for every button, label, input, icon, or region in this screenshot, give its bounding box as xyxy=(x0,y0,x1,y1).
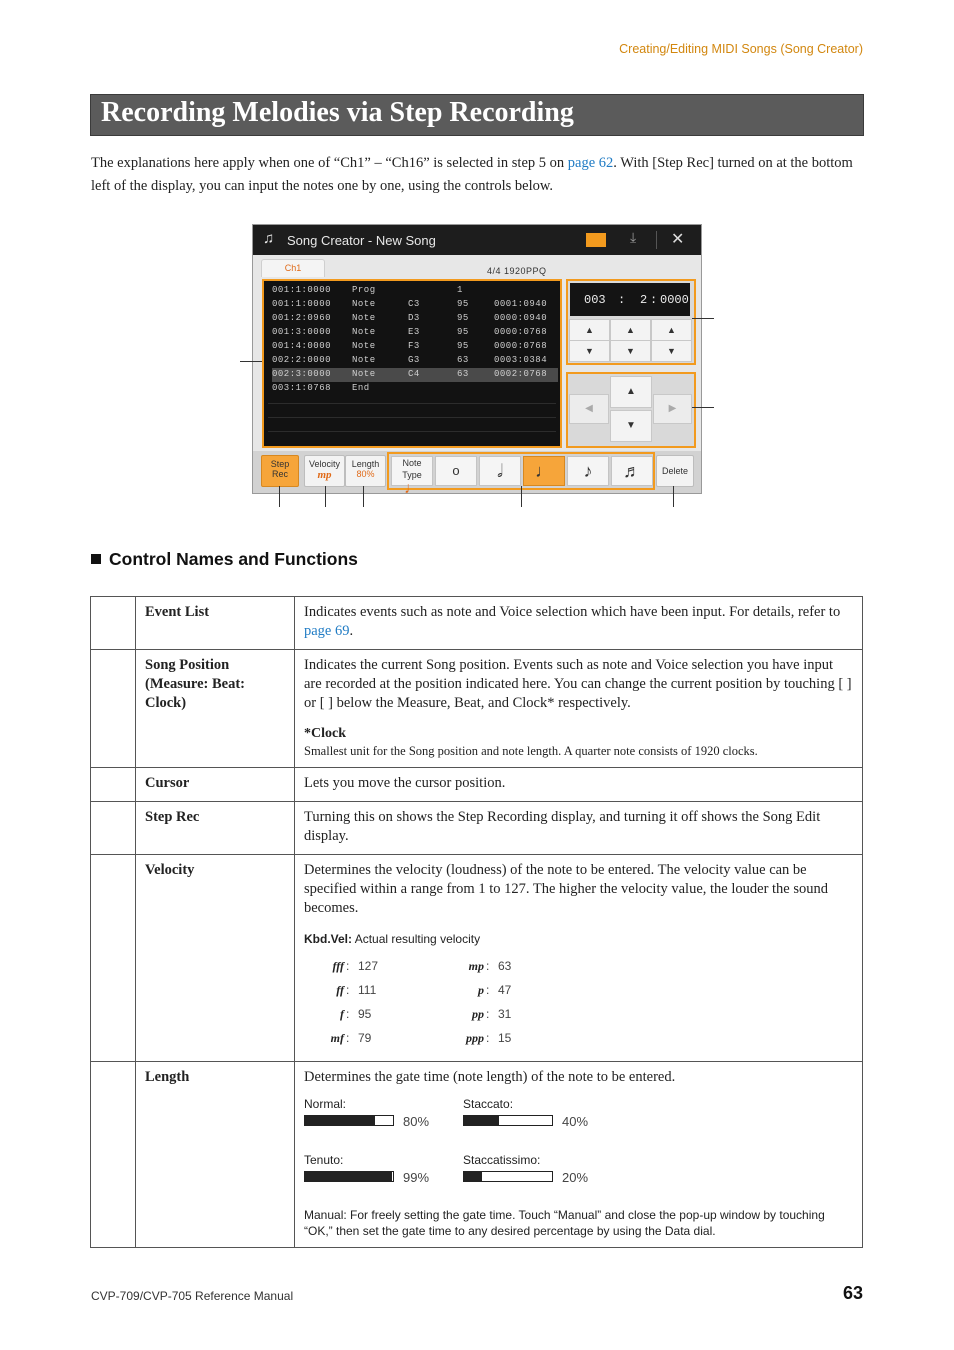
section-heading-text: Control Names and Functions xyxy=(109,549,358,569)
row-number-cell xyxy=(91,650,136,768)
length-bar xyxy=(463,1171,553,1182)
velocity-value: 127 xyxy=(358,959,379,973)
event-cell-v1: E3 xyxy=(408,327,420,337)
length-bar xyxy=(304,1171,394,1182)
song-position-panel xyxy=(566,279,696,365)
velocity-value: mp xyxy=(317,469,332,481)
song-position-display xyxy=(570,283,690,316)
event-cell-type: Note xyxy=(352,327,376,337)
velocity-row xyxy=(304,1005,853,1029)
table-row xyxy=(91,768,863,802)
event-cell-type: Note xyxy=(352,299,376,309)
control-name: Velocity xyxy=(136,855,295,1062)
event-cell-v1: C4 xyxy=(408,369,420,379)
event-cell-len: 0000:0768 xyxy=(494,327,548,337)
velocity-row xyxy=(304,957,853,981)
control-name: Length xyxy=(136,1062,295,1248)
row-number-cell xyxy=(91,802,136,855)
beat-up-button[interactable]: ▲ xyxy=(610,319,651,341)
event-cell-type: Note xyxy=(352,369,376,379)
cursor-right-button[interactable]: ▶ xyxy=(653,394,692,424)
dynamic-symbol: fff xyxy=(332,959,344,973)
empty-row-divider xyxy=(268,403,556,404)
event-cell-type: End xyxy=(352,383,370,393)
event-row[interactable] xyxy=(272,382,558,396)
colon: : xyxy=(486,1007,490,1021)
callout-line-note-type xyxy=(521,486,522,507)
control-name: Event List xyxy=(136,597,295,650)
table-row xyxy=(91,597,863,650)
list-icon[interactable] xyxy=(586,233,606,247)
length-bar-fill xyxy=(305,1116,375,1125)
event-cell-pos: 002:3:0000 xyxy=(272,369,332,379)
length-bar xyxy=(463,1115,553,1126)
dynamic-symbol: ppp xyxy=(466,1031,484,1045)
event-cell-v2: 63 xyxy=(457,355,469,365)
event-row[interactable] xyxy=(272,354,558,368)
control-desc xyxy=(295,1062,863,1248)
event-cell-len: 0003:0384 xyxy=(494,355,548,365)
step-rec-button[interactable] xyxy=(261,455,299,487)
note-type-button[interactable] xyxy=(391,456,433,494)
length-bar-fill xyxy=(464,1172,482,1181)
velocity-row xyxy=(304,981,853,1005)
running-header: Creating/Editing MIDI Songs (Song Creator) xyxy=(619,42,863,56)
velocity-label: Velocity xyxy=(308,459,341,469)
event-row[interactable] xyxy=(272,368,558,382)
page-link-62[interactable]: page 62 xyxy=(567,155,614,171)
colon: : xyxy=(486,983,490,997)
length-preset-label: Staccato: xyxy=(463,1097,514,1111)
event-cell-len: 0001:0940 xyxy=(494,299,548,309)
table-row xyxy=(91,1062,863,1248)
song-creator-icon: ♫ xyxy=(263,230,275,247)
event-cell-v2: 95 xyxy=(457,313,469,323)
colon: : xyxy=(486,959,490,973)
title-divider xyxy=(656,231,657,249)
event-cell-pos: 003:1:0768 xyxy=(272,383,332,393)
length-percent: 99% xyxy=(403,1170,430,1185)
cursor-panel xyxy=(566,372,696,448)
clock-down-button[interactable]: ▼ xyxy=(651,340,692,362)
event-cell-type: Note xyxy=(352,355,376,365)
event-cell-len: 0000:0768 xyxy=(494,341,548,351)
event-cell-pos: 001:1:0000 xyxy=(272,285,332,295)
control-name: Step Rec xyxy=(136,802,295,855)
event-row[interactable] xyxy=(272,298,558,312)
event-cell-v2: 95 xyxy=(457,299,469,309)
channel-tab[interactable]: Ch1 xyxy=(261,259,325,277)
square-bullet-icon xyxy=(91,554,101,564)
velocity-value: 47 xyxy=(498,983,512,997)
clock-note: Smallest unit for the Song position and note length. A quarter note consists of 1920 clocks. xyxy=(304,744,758,758)
length-percent: 20% xyxy=(562,1170,589,1185)
length-preset-label: Normal: xyxy=(304,1097,347,1111)
control-name: Song Position (Measure: Beat: Clock) xyxy=(136,650,295,768)
length-percent: 40% xyxy=(562,1114,589,1129)
table-row xyxy=(91,855,863,1062)
dynamic-symbol: mf xyxy=(330,1031,344,1045)
callout-line-position xyxy=(692,318,714,319)
control-desc xyxy=(295,855,863,1062)
length-bar-fill xyxy=(305,1172,392,1181)
event-cell-v2: 1 xyxy=(457,285,463,295)
event-cell-v2: 63 xyxy=(457,369,469,379)
row-number-cell xyxy=(91,597,136,650)
control-desc: Turning this on shows the Step Recording display, and turning it off shows the Song Edit display. xyxy=(295,802,863,855)
beat-down-button[interactable]: ▼ xyxy=(610,340,651,362)
song-creator-screen xyxy=(252,224,702,494)
event-cell-pos: 001:4:0000 xyxy=(272,341,332,351)
event-row[interactable] xyxy=(272,340,558,354)
empty-row-divider xyxy=(268,417,556,418)
intro-text-1: The explanations here apply when one of “Ch1” – “Ch16” is selected in step 5 on xyxy=(91,155,568,171)
length-bar xyxy=(304,1115,394,1126)
event-cell-pos: 001:2:0960 xyxy=(272,313,332,323)
event-cell-len: 0000:0940 xyxy=(494,313,548,323)
event-row[interactable] xyxy=(272,326,558,340)
empty-row-divider xyxy=(268,431,556,432)
velocity-table xyxy=(304,957,853,1053)
measure-down-button[interactable]: ▼ xyxy=(569,340,610,362)
event-list-desc-end: . xyxy=(349,623,354,639)
callout-line-delete xyxy=(673,486,674,507)
intro-paragraph xyxy=(91,152,861,198)
event-cell-v1: D3 xyxy=(408,313,420,323)
row-number-cell xyxy=(91,855,136,1062)
event-cell-pos: 002:2:0000 xyxy=(272,355,332,365)
callout-line-step-rec xyxy=(279,486,280,507)
event-cell-type: Note xyxy=(352,313,376,323)
velocity-value: 63 xyxy=(498,959,512,973)
event-cell-pos: 001:3:0000 xyxy=(272,327,332,337)
table-row xyxy=(91,650,863,768)
step-rec-label-1: Step xyxy=(270,459,290,469)
row-number-cell xyxy=(91,768,136,802)
close-icon[interactable]: ✕ xyxy=(671,231,685,248)
cursor-down-button[interactable]: ▼ xyxy=(610,410,652,442)
quarter-note-icon[interactable]: ♩ xyxy=(523,456,565,486)
table-row xyxy=(91,802,863,855)
note-type-label: Note Type xyxy=(402,458,422,480)
dynamic-symbol: mp xyxy=(468,959,484,973)
page-link-69[interactable]: page 69 xyxy=(304,623,350,639)
event-cell-len: 0002:0768 xyxy=(494,369,548,379)
callout-line-event-list xyxy=(240,361,262,362)
half-note-icon[interactable]: 𝅗𝅥 xyxy=(479,456,521,486)
control-name: Cursor xyxy=(136,768,295,802)
length-preset-label: Staccatissimo: xyxy=(463,1153,541,1167)
time-signature-ppq: 4/4 1920PPQ xyxy=(487,266,547,276)
event-list[interactable] xyxy=(262,279,562,448)
velocity-value: 111 xyxy=(358,983,377,997)
length-manual-note: Manual: For freely setting the gate time. Touch “Manual” and close the pop-up window by touching “OK,” then set the gate time to any desired percentage by using the Data dial. xyxy=(304,1208,825,1238)
control-desc: Lets you move the cursor position. xyxy=(295,768,863,802)
event-cell-v1: F3 xyxy=(408,341,420,351)
dynamic-symbol: f xyxy=(340,1007,344,1021)
intro-text-2: . With [Step Rec] turned on at the bottom left of the display, you can input the notes one by one, using the controls below. xyxy=(91,155,853,194)
title-bar xyxy=(90,94,864,136)
event-cell-v2: 95 xyxy=(457,327,469,337)
cursor-left-button[interactable]: ◀ xyxy=(569,394,609,424)
callout-line-length xyxy=(363,486,364,507)
measure-up-button[interactable]: ▲ xyxy=(569,319,610,341)
velocity-button[interactable] xyxy=(304,455,345,487)
dynamic-symbol: ff xyxy=(336,983,344,997)
measure-value: 003 xyxy=(584,293,606,307)
colon: : xyxy=(346,1031,350,1045)
velocity-row xyxy=(304,1029,853,1053)
colon: : xyxy=(346,1007,350,1021)
clock-value: 0000 xyxy=(660,293,689,307)
length-value: 80% xyxy=(356,469,375,479)
note-type-group xyxy=(387,452,655,494)
velocity-desc: Determines the velocity (loudness) of the note to be entered. The velocity value can be specified within a range from 1 to 127. The higher the velocity value, the louder the sound becomes. xyxy=(304,862,829,916)
event-cell-v1: G3 xyxy=(408,355,420,365)
dynamic-symbol: p xyxy=(478,983,484,997)
colon: : xyxy=(346,983,350,997)
length-percent: 80% xyxy=(403,1114,430,1129)
event-cell-type: Note xyxy=(352,341,376,351)
event-row[interactable] xyxy=(272,284,558,298)
event-cell-pos: 001:1:0000 xyxy=(272,299,332,309)
clock-up-button[interactable]: ▲ xyxy=(651,319,692,341)
dynamic-symbol: pp xyxy=(472,1007,484,1021)
screen-title-bar xyxy=(253,225,701,255)
screen-window-title: Song Creator - New Song xyxy=(287,233,436,248)
dotted-note-icon: ♩ xyxy=(404,480,420,494)
step-rec-toolbar xyxy=(253,451,701,493)
cursor-up-button[interactable]: ▲ xyxy=(610,376,652,408)
measure-separator: : xyxy=(618,293,626,307)
row-number-cell xyxy=(91,1062,136,1248)
colon: : xyxy=(486,1031,490,1045)
beat-separator: : xyxy=(650,293,658,307)
length-preset-label: Tenuto: xyxy=(304,1153,344,1167)
length-presets xyxy=(304,1095,853,1207)
eighth-note-icon[interactable]: ♪ xyxy=(567,456,609,486)
control-desc xyxy=(295,597,863,650)
kbd-vel-line xyxy=(304,930,853,949)
event-row[interactable] xyxy=(272,312,558,326)
kbd-vel-label: Kbd.Vel: xyxy=(304,932,353,946)
length-label: Length xyxy=(351,459,380,469)
velocity-value: 15 xyxy=(498,1031,512,1045)
whole-note-icon[interactable]: o xyxy=(435,456,477,486)
controls-table xyxy=(90,596,863,1248)
section-heading xyxy=(91,549,358,570)
clock-note-title: *Clock xyxy=(304,726,346,741)
velocity-value: 95 xyxy=(358,1007,372,1021)
step-rec-label-2: Rec xyxy=(271,469,288,479)
length-button[interactable] xyxy=(345,455,386,487)
page-number: 63 xyxy=(842,1283,863,1303)
download-icon[interactable]: ⤓ xyxy=(630,229,637,245)
colon: : xyxy=(346,959,350,973)
sixteenth-note-icon[interactable]: ♬ xyxy=(611,456,653,486)
footer-manual-name: CVP-709/CVP-705 Reference Manual xyxy=(91,1289,294,1303)
callout-line-cursor xyxy=(692,407,714,408)
event-cell-v2: 95 xyxy=(457,341,469,351)
velocity-value: 79 xyxy=(358,1031,372,1045)
control-desc xyxy=(295,650,863,768)
beat-value: 2 xyxy=(640,293,648,307)
length-desc: Determines the gate time (note length) of the note to be entered. xyxy=(304,1069,676,1085)
song-position-desc: Indicates the current Song position. Events such as note and Voice selection you have input are recorded at the position indicated here. You can change the current position by touching [ ] or [ ] below the Measure, Beat, and Clock* respectively. xyxy=(304,657,852,711)
delete-button[interactable]: Delete xyxy=(656,455,694,487)
callout-line-velocity xyxy=(325,486,326,507)
length-bar-fill xyxy=(464,1116,499,1125)
event-cell-v1: C3 xyxy=(408,299,420,309)
velocity-value: 31 xyxy=(498,1007,512,1021)
kbd-vel-text: Actual resulting velocity xyxy=(352,932,481,946)
page-title: Recording Melodies via Step Recording xyxy=(101,97,574,128)
event-list-desc: Indicates events such as note and Voice selection which have been input. For details, refer to xyxy=(304,604,841,620)
event-cell-type: Prog xyxy=(352,285,376,295)
